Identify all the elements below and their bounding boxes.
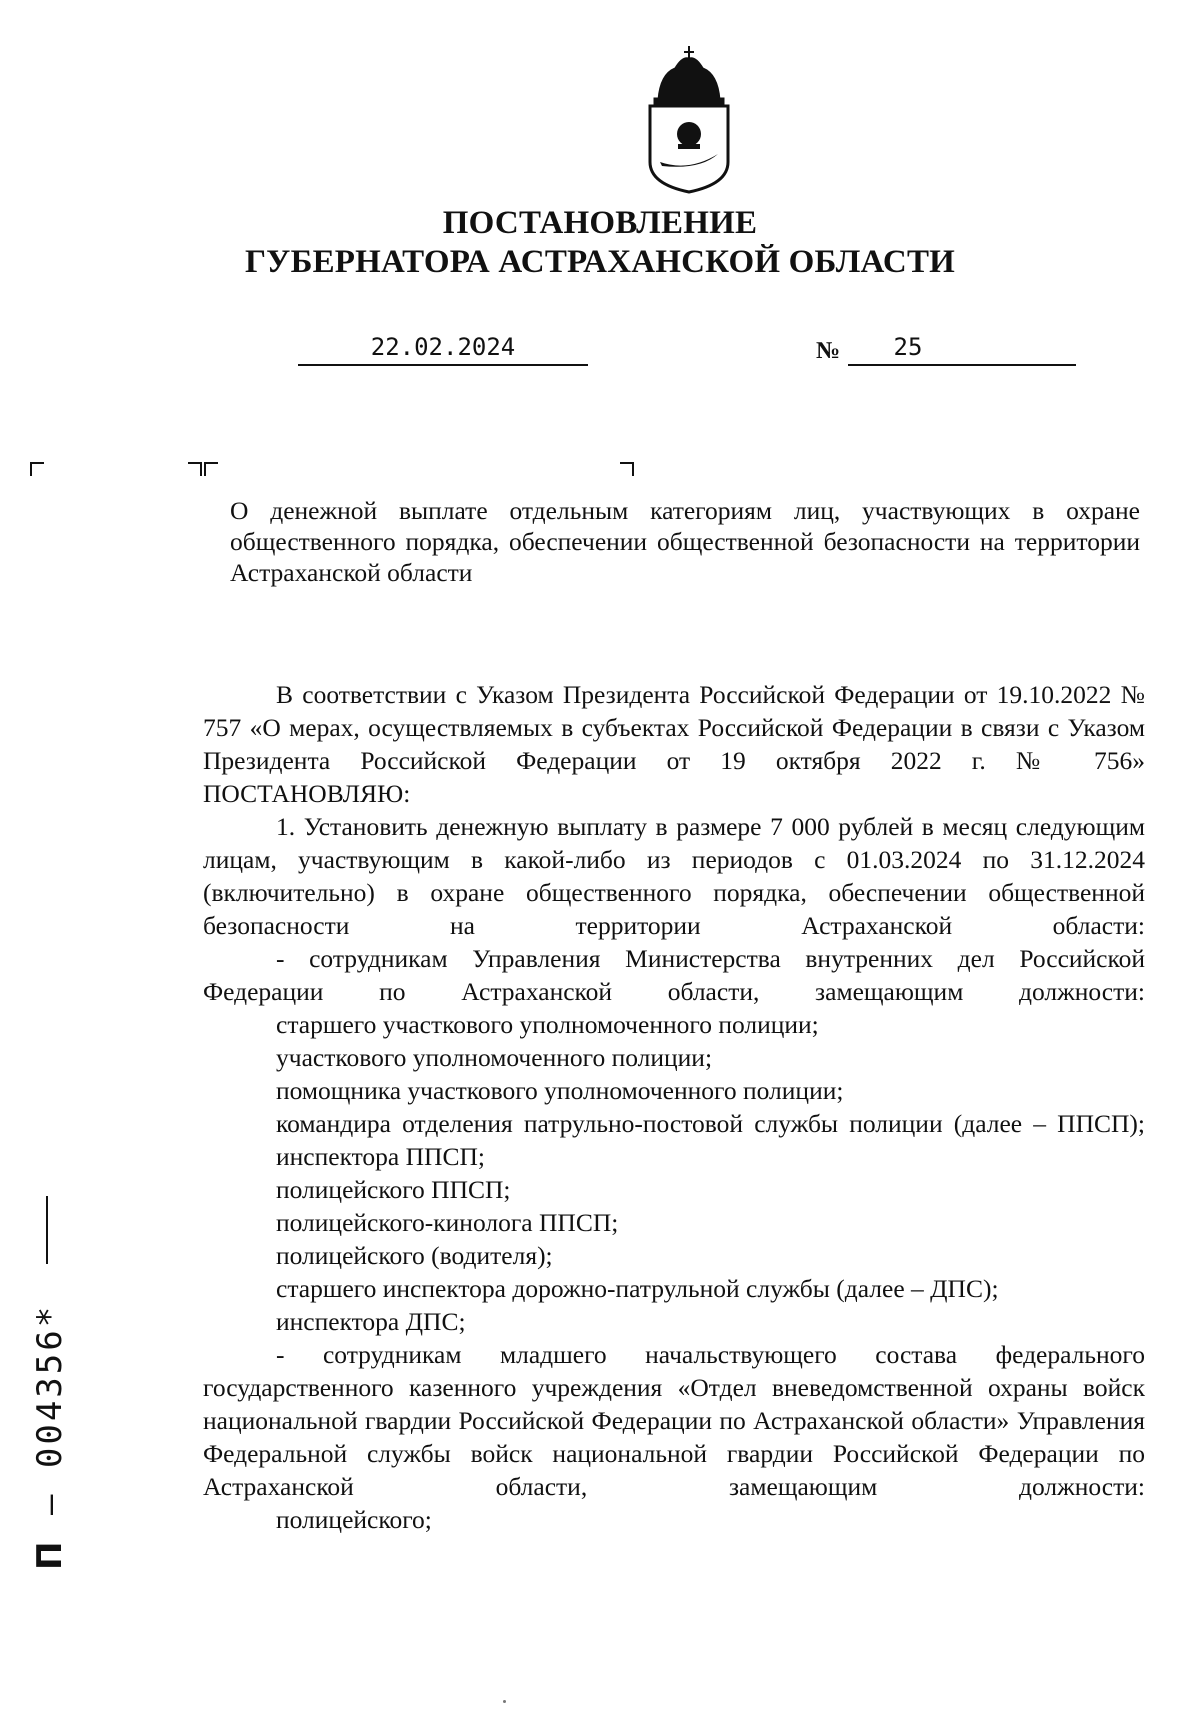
group-2-intro: - сотрудникам младшего начальствующего состава федерального государственного казенного учреждения «Отдел вневедомственной охраны войск национальной гвардии Российской Федерации по Астраханской области» Управления Федеральной службы войск национальной гвардии Российской Федерации по Астраханской области, замещающим должности: bbox=[203, 1340, 1145, 1501]
document-body bbox=[203, 678, 1145, 1536]
position-item: старшего участкового уполномоченного полиции; bbox=[276, 1010, 819, 1039]
position-item: помощника участкового уполномоченного полиции; bbox=[276, 1076, 844, 1105]
margin-line bbox=[46, 1196, 48, 1264]
position-item: инспектора ППСП; bbox=[276, 1142, 485, 1171]
document-subject: О денежной выплате отдельным категориям лиц, участвующих в охране общественного порядка, обеспечении общественной безопасности на территории Астраханской области bbox=[230, 496, 1140, 587]
group-1-intro: - сотрудникам Управления Министерства внутренних дел Российской Федерации по Астраханской области, замещающим должности: bbox=[203, 944, 1145, 1006]
position-item: старшего инспектора дорожно-патрульной службы (далее – ДПС); bbox=[276, 1274, 999, 1303]
corner-mark-mid-left bbox=[188, 462, 202, 476]
position-item: полицейского-кинолога ППСП; bbox=[276, 1208, 619, 1237]
registration-stamp bbox=[30, 1304, 70, 1570]
stamp-code: – 004356* bbox=[30, 1303, 70, 1539]
scan-dot bbox=[503, 1700, 506, 1703]
document-number: 25 bbox=[893, 333, 923, 361]
position-item: полицейского; bbox=[276, 1505, 432, 1534]
corner-mark-right bbox=[620, 462, 634, 476]
corner-mark-mid-right bbox=[204, 462, 218, 476]
position-item: участкового уполномоченного полиции; bbox=[276, 1043, 713, 1072]
number-sign: № bbox=[816, 338, 841, 364]
position-item: полицейского (водителя); bbox=[276, 1241, 553, 1270]
coat-of-arms-icon bbox=[640, 44, 738, 194]
issuer-title: ГУБЕРНАТОРА АСТРАХАНСКОЙ ОБЛАСТИ bbox=[244, 244, 956, 280]
corner-mark-left bbox=[30, 462, 44, 476]
resolve-heading: ПОСТАНОВЛЯЮ: bbox=[203, 779, 411, 808]
position-item: командира отделения патрульно-постовой службы полиции (далее – ППСП); bbox=[276, 1109, 1145, 1138]
preamble: В соответствии с Указом Президента Российской Федерации от 19.10.2022 № 757 «О мерах, осуществляемых в субъектах Российской Федерации в связи с Указом Президента Российской Федерации от 19 октября 2022 г. № 756» bbox=[203, 680, 1145, 775]
stamp-prefix: П bbox=[30, 1538, 70, 1570]
document-type-title: ПОСТАНОВЛЕНИЕ bbox=[442, 205, 758, 241]
document-date: 22.02.2024 bbox=[370, 333, 516, 361]
item-1: 1. Установить денежную выплату в размере 7 000 рублей в месяц следующим лицам, участвующим в какой-либо из периодов с 01.03.2024 по 31.12.2024 (включительно) в охране общественного порядка, обеспечении общественной безопасности на территории Астраханской области: bbox=[203, 812, 1145, 940]
position-item: полицейского ППСП; bbox=[276, 1175, 511, 1204]
position-item: инспектора ДПС; bbox=[276, 1307, 466, 1336]
